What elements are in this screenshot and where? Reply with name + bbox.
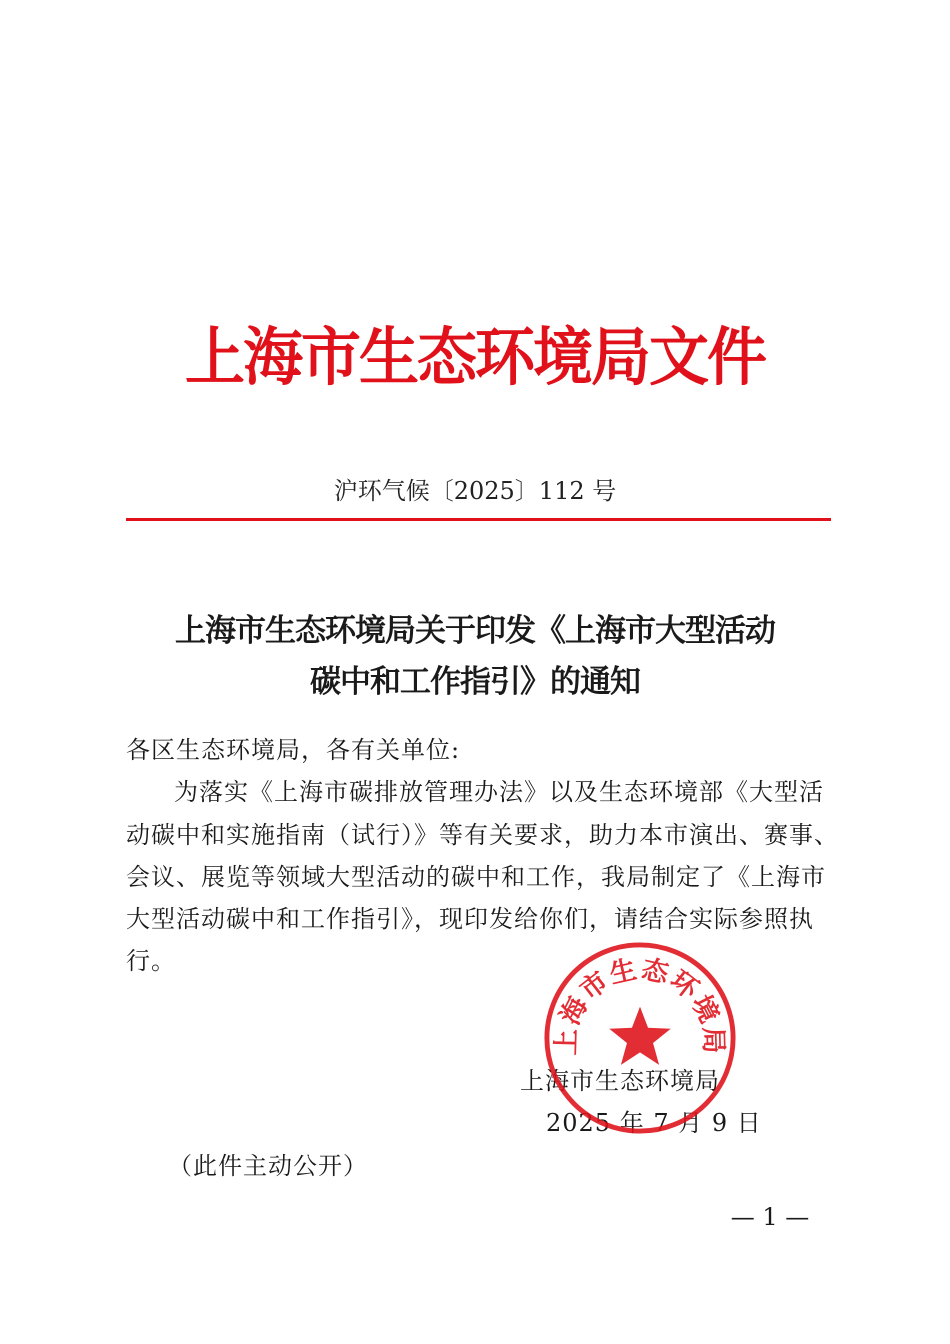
document-masthead: 上海市生态环境局文件 [185, 321, 765, 395]
body-paragraph-line: 大型活动碳中和工作指引》，现印发给你们，请结合实际参照执 [126, 905, 814, 933]
body-paragraph-line: 为落实《上海市碳排放管理办法》以及生态环境部《大型活 [174, 778, 824, 806]
body-paragraph-line: 会议、展览等领域大型活动的碳中和工作，我局制定了《上海市 [126, 863, 826, 891]
document-title-line-2: 碳中和工作指引》的通知 [310, 664, 640, 700]
red-divider-line [126, 518, 831, 521]
issue-date: 2025 年 7 月 9 日 [546, 1109, 762, 1137]
seal-text-path: 上海市生态环境局 [550, 953, 730, 1056]
body-paragraph-line: 行。 [126, 947, 176, 975]
document-title-line-1: 上海市生态环境局关于印发《上海市大型活动 [175, 613, 775, 649]
document-number: 沪环气候〔2025〕112 号 [333, 477, 617, 505]
public-disclosure-note: （此件主动公开） [168, 1152, 368, 1180]
issuer-signature: 上海市生态环境局 [520, 1067, 720, 1095]
salutation: 各区生态环境局，各有关单位: [126, 736, 461, 764]
page-number: — 1 — [730, 1203, 810, 1231]
seal-star-icon [609, 1007, 671, 1065]
body-paragraph-line: 动碳中和实施指南（试行）》等有关要求，助力本市演出、赛事、 [126, 821, 839, 849]
